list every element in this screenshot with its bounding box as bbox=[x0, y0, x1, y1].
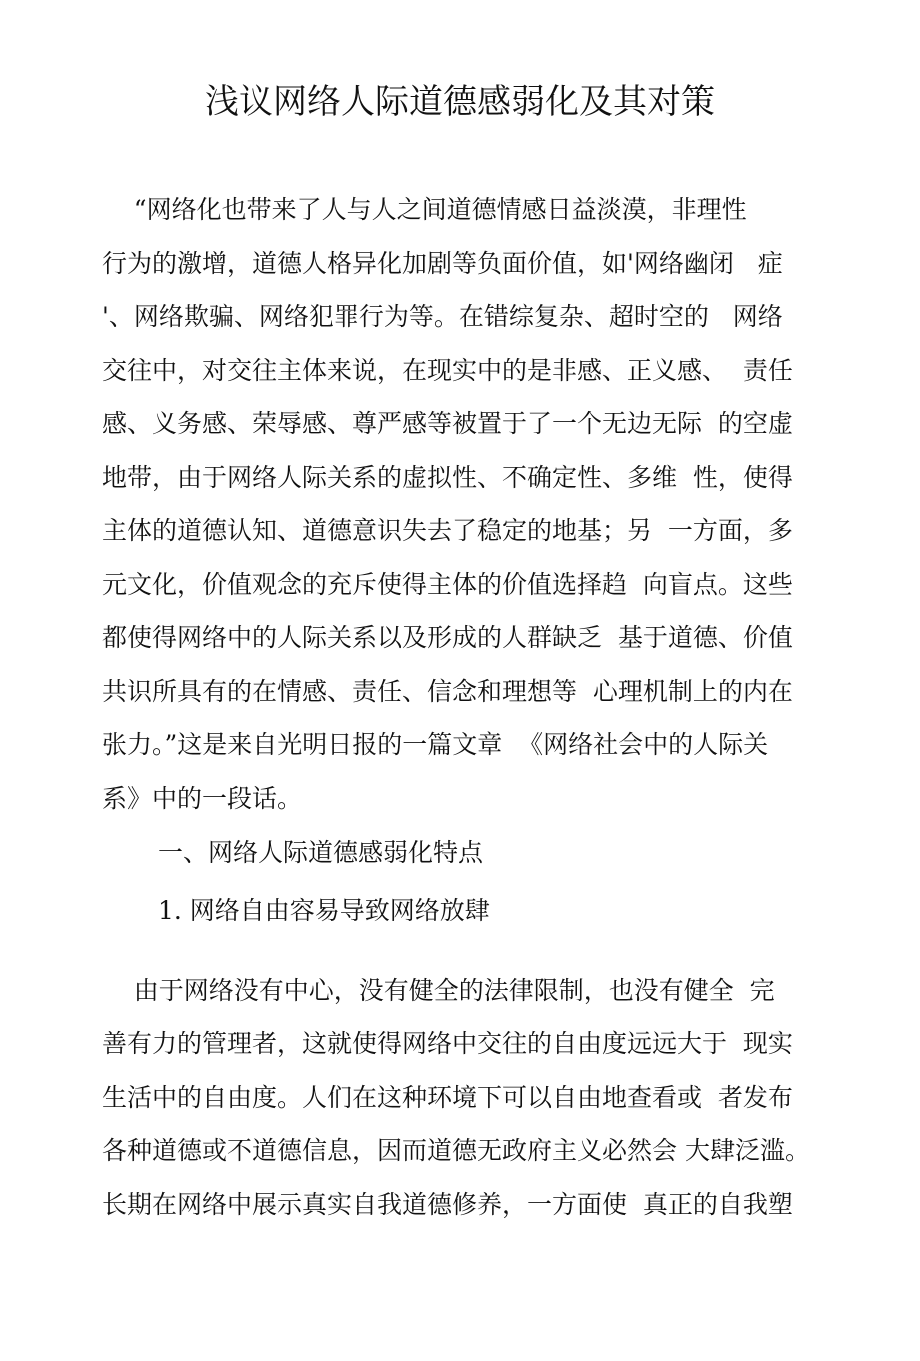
paragraph-line: 行为的激增，道德人格异化加剧等负面价值，如'网络幽闭 症 bbox=[102, 249, 783, 278]
paragraph-line: 主体的道德认知、道德意识失去了稳定的地基；另 一方面，多 bbox=[102, 516, 793, 545]
paragraph-line: 都使得网络中的人际关系以及形成的人群缺乏 基于道德、价值 bbox=[102, 623, 793, 652]
paragraph-line: 善有力的管理者，这就使得网络中交往的自由度远远大于 现实 bbox=[102, 1029, 793, 1058]
paragraph-line: 各种道德或不道德信息，因而道德无政府主义必然会 大肆泛滥。 bbox=[102, 1136, 810, 1165]
paragraph-line: 张力。”这是来自光明日报的一篇文章 《网络社会中的人际关 bbox=[102, 730, 769, 759]
paragraph-line: 由于网络没有中心，没有健全的法律限制，也没有健全 完 bbox=[102, 976, 775, 1005]
paragraph-line: 交往中，对交往主体来说，在现实中的是非感、正义感、 责任 bbox=[102, 356, 793, 385]
paragraph-line: 共识所具有的在情感、责任、信念和理想等 心理机制上的内在 bbox=[102, 677, 793, 706]
paragraph-line: “网络化也带来了人与人之间道德情感日益淡漠，非理性 bbox=[102, 195, 747, 224]
paragraph-line: 系》中的一段话。 bbox=[102, 784, 303, 813]
paragraph-line: 长期在网络中展示真实自我道德修养，一方面使 真正的自我塑 bbox=[102, 1190, 793, 1219]
paragraph-line: 地带，由于网络人际关系的虚拟性、不确定性、多维 性，使得 bbox=[102, 463, 793, 492]
paragraph-line: 感、义务感、荣辱感、尊严感等被置于了一个无边无际 的空虚 bbox=[102, 409, 793, 438]
paragraph-line: 生活中的自由度。人们在这种环境下可以自由地查看或 者发布 bbox=[102, 1083, 793, 1112]
paragraph-line: 元文化，价值观念的充斥使得主体的价值选择趋 向盲点。这些 bbox=[102, 570, 793, 599]
subsection-heading: 1. 网络自由容易导致网络放肆 bbox=[158, 896, 490, 925]
document-title: 浅议网络人际道德感弱化及其对策 bbox=[205, 82, 715, 122]
paragraph-line: '、网络欺骗、网络犯罪行为等。在错综复杂、超时空的 网络 bbox=[102, 302, 783, 331]
section-heading: 一、网络人际道德感弱化特点 bbox=[158, 838, 484, 867]
